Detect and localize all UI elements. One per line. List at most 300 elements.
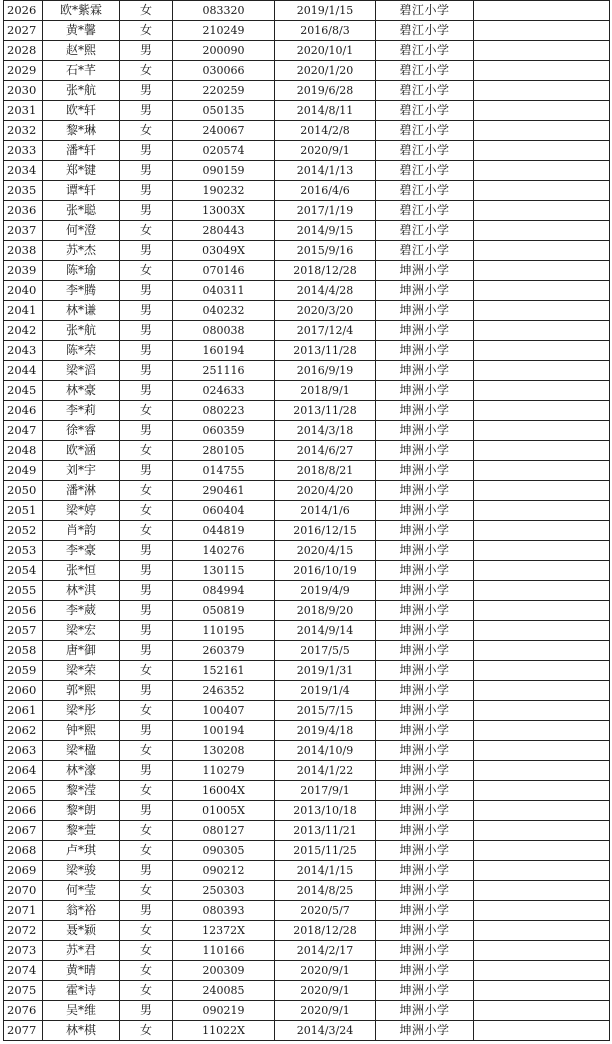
row-number-cell: 2044 (4, 361, 43, 381)
id-suffix-cell: 160194 (173, 341, 275, 361)
row-number-cell: 2048 (4, 441, 43, 461)
table-row (4, 301, 610, 321)
school-cell: 坤洲小学 (376, 441, 474, 461)
row-number-cell: 2059 (4, 661, 43, 681)
school-cell: 碧江小学 (376, 121, 474, 141)
school-cell: 坤洲小学 (376, 281, 474, 301)
notes-cell (474, 981, 610, 1001)
name-cell: 陈*荣 (43, 341, 120, 361)
school-cell: 坤洲小学 (376, 261, 474, 281)
id-suffix-cell: 020574 (173, 141, 275, 161)
birth-date-cell: 2014/6/27 (275, 441, 376, 461)
gender-cell: 女 (120, 121, 173, 141)
name-cell: 李*豪 (43, 541, 120, 561)
id-suffix-cell: 290461 (173, 481, 275, 501)
school-cell: 碧江小学 (376, 41, 474, 61)
gender-cell: 女 (120, 841, 173, 861)
row-number-cell: 2030 (4, 81, 43, 101)
birth-date-cell: 2014/2/8 (275, 121, 376, 141)
id-suffix-cell: 090305 (173, 841, 275, 861)
notes-cell (474, 621, 610, 641)
birth-date-cell: 2014/2/17 (275, 941, 376, 961)
birth-date-cell: 2020/9/1 (275, 981, 376, 1001)
name-cell: 黎*琳 (43, 121, 120, 141)
school-cell: 坤洲小学 (376, 421, 474, 441)
notes-cell (474, 121, 610, 141)
table-row (4, 101, 610, 121)
school-cell: 坤洲小学 (376, 481, 474, 501)
id-suffix-cell: 100407 (173, 701, 275, 721)
row-number-cell: 2071 (4, 901, 43, 921)
name-cell: 赵*熙 (43, 41, 120, 61)
school-cell: 坤洲小学 (376, 401, 474, 421)
notes-cell (474, 1001, 610, 1021)
id-suffix-cell: 110195 (173, 621, 275, 641)
table-row (4, 361, 610, 381)
table-row (4, 961, 610, 981)
gender-cell: 男 (120, 581, 173, 601)
table-row (4, 941, 610, 961)
gender-cell: 男 (120, 721, 173, 741)
birth-date-cell: 2016/9/19 (275, 361, 376, 381)
name-cell: 郭*熙 (43, 681, 120, 701)
row-number-cell: 2043 (4, 341, 43, 361)
id-suffix-cell: 070146 (173, 261, 275, 281)
row-number-cell: 2077 (4, 1021, 43, 1041)
name-cell: 张*航 (43, 81, 120, 101)
gender-cell: 男 (120, 301, 173, 321)
birth-date-cell: 2013/10/18 (275, 801, 376, 821)
school-cell: 坤洲小学 (376, 461, 474, 481)
birth-date-cell: 2014/3/24 (275, 1021, 376, 1041)
gender-cell: 女 (120, 501, 173, 521)
id-suffix-cell: 044819 (173, 521, 275, 541)
gender-cell: 女 (120, 1, 173, 21)
id-suffix-cell: 280443 (173, 221, 275, 241)
id-suffix-cell: 030066 (173, 61, 275, 81)
id-suffix-cell: 130208 (173, 741, 275, 761)
name-cell: 黄*馨 (43, 21, 120, 41)
name-cell: 黄*晴 (43, 961, 120, 981)
name-cell: 何*莹 (43, 881, 120, 901)
name-cell: 苏*君 (43, 941, 120, 961)
table-row (4, 681, 610, 701)
row-number-cell: 2064 (4, 761, 43, 781)
name-cell: 翁*裕 (43, 901, 120, 921)
id-suffix-cell: 16004X (173, 781, 275, 801)
name-cell: 林*棋 (43, 1021, 120, 1041)
row-number-cell: 2066 (4, 801, 43, 821)
row-number-cell: 2034 (4, 161, 43, 181)
school-cell: 坤洲小学 (376, 1001, 474, 1021)
notes-cell (474, 341, 610, 361)
school-cell: 碧江小学 (376, 81, 474, 101)
name-cell: 苏*杰 (43, 241, 120, 261)
school-cell: 坤洲小学 (376, 381, 474, 401)
name-cell: 李*腾 (43, 281, 120, 301)
birth-date-cell: 2014/9/15 (275, 221, 376, 241)
gender-cell: 男 (120, 641, 173, 661)
row-number-cell: 2063 (4, 741, 43, 761)
birth-date-cell: 2020/4/15 (275, 541, 376, 561)
notes-cell (474, 881, 610, 901)
school-cell: 坤洲小学 (376, 601, 474, 621)
birth-date-cell: 2015/7/15 (275, 701, 376, 721)
name-cell: 潘*淋 (43, 481, 120, 501)
birth-date-cell: 2020/9/1 (275, 1001, 376, 1021)
birth-date-cell: 2016/8/3 (275, 21, 376, 41)
notes-cell (474, 481, 610, 501)
row-number-cell: 2041 (4, 301, 43, 321)
table-row (4, 281, 610, 301)
table-row (4, 881, 610, 901)
school-cell: 坤洲小学 (376, 741, 474, 761)
table-row (4, 1001, 610, 1021)
gender-cell: 男 (120, 461, 173, 481)
school-cell: 坤洲小学 (376, 921, 474, 941)
id-suffix-cell: 024633 (173, 381, 275, 401)
name-cell: 梁*滔 (43, 361, 120, 381)
notes-cell (474, 921, 610, 941)
table-row (4, 581, 610, 601)
gender-cell: 男 (120, 541, 173, 561)
table-row (4, 741, 610, 761)
name-cell: 唐*御 (43, 641, 120, 661)
birth-date-cell: 2014/8/11 (275, 101, 376, 121)
name-cell: 张*恒 (43, 561, 120, 581)
school-cell: 坤洲小学 (376, 341, 474, 361)
id-suffix-cell: 250303 (173, 881, 275, 901)
name-cell: 霍*诗 (43, 981, 120, 1001)
name-cell: 卢*琪 (43, 841, 120, 861)
row-number-cell: 2035 (4, 181, 43, 201)
birth-date-cell: 2019/4/18 (275, 721, 376, 741)
school-cell: 坤洲小学 (376, 681, 474, 701)
gender-cell: 男 (120, 621, 173, 641)
birth-date-cell: 2019/1/31 (275, 661, 376, 681)
notes-cell (474, 821, 610, 841)
gender-cell: 女 (120, 981, 173, 1001)
table-row (4, 761, 610, 781)
name-cell: 梁*宏 (43, 621, 120, 641)
id-suffix-cell: 080127 (173, 821, 275, 841)
birth-date-cell: 2015/9/16 (275, 241, 376, 261)
table-row (4, 421, 610, 441)
id-suffix-cell: 110279 (173, 761, 275, 781)
gender-cell: 男 (120, 281, 173, 301)
notes-cell (474, 661, 610, 681)
birth-date-cell: 2014/1/13 (275, 161, 376, 181)
birth-date-cell: 2014/1/15 (275, 861, 376, 881)
id-suffix-cell: 014755 (173, 461, 275, 481)
notes-cell (474, 401, 610, 421)
id-suffix-cell: 200309 (173, 961, 275, 981)
gender-cell: 女 (120, 401, 173, 421)
gender-cell: 女 (120, 481, 173, 501)
id-suffix-cell: 080393 (173, 901, 275, 921)
gender-cell: 男 (120, 161, 173, 181)
school-cell: 坤洲小学 (376, 901, 474, 921)
birth-date-cell: 2014/3/18 (275, 421, 376, 441)
notes-cell (474, 81, 610, 101)
gender-cell: 女 (120, 821, 173, 841)
school-cell: 坤洲小学 (376, 821, 474, 841)
notes-cell (474, 461, 610, 481)
birth-date-cell: 2014/1/6 (275, 501, 376, 521)
notes-cell (474, 561, 610, 581)
notes-cell (474, 601, 610, 621)
gender-cell: 女 (120, 61, 173, 81)
table-row (4, 781, 610, 801)
name-cell: 梁*荣 (43, 661, 120, 681)
gender-cell: 女 (120, 221, 173, 241)
school-cell: 碧江小学 (376, 181, 474, 201)
id-suffix-cell: 240067 (173, 121, 275, 141)
gender-cell: 男 (120, 341, 173, 361)
birth-date-cell: 2019/4/9 (275, 581, 376, 601)
birth-date-cell: 2014/1/22 (275, 761, 376, 781)
school-cell: 坤洲小学 (376, 561, 474, 581)
id-suffix-cell: 280105 (173, 441, 275, 461)
row-number-cell: 2068 (4, 841, 43, 861)
gender-cell: 女 (120, 881, 173, 901)
row-number-cell: 2040 (4, 281, 43, 301)
school-cell: 坤洲小学 (376, 941, 474, 961)
row-number-cell: 2051 (4, 501, 43, 521)
name-cell: 梁*楹 (43, 741, 120, 761)
school-cell: 坤洲小学 (376, 701, 474, 721)
school-cell: 坤洲小学 (376, 761, 474, 781)
table-row (4, 501, 610, 521)
school-cell: 坤洲小学 (376, 541, 474, 561)
row-number-cell: 2076 (4, 1001, 43, 1021)
name-cell: 林*谦 (43, 301, 120, 321)
id-suffix-cell: 040311 (173, 281, 275, 301)
id-suffix-cell: 100194 (173, 721, 275, 741)
gender-cell: 男 (120, 141, 173, 161)
notes-cell (474, 1, 610, 21)
birth-date-cell: 2020/9/1 (275, 961, 376, 981)
school-cell: 碧江小学 (376, 161, 474, 181)
school-cell: 碧江小学 (376, 141, 474, 161)
row-number-cell: 2058 (4, 641, 43, 661)
school-cell: 碧江小学 (376, 241, 474, 261)
table-row (4, 921, 610, 941)
id-suffix-cell: 260379 (173, 641, 275, 661)
row-number-cell: 2060 (4, 681, 43, 701)
row-number-cell: 2038 (4, 241, 43, 261)
row-number-cell: 2057 (4, 621, 43, 641)
table-row (4, 221, 610, 241)
gender-cell: 男 (120, 41, 173, 61)
name-cell: 陈*瑜 (43, 261, 120, 281)
name-cell: 梁*骏 (43, 861, 120, 881)
school-cell: 坤洲小学 (376, 861, 474, 881)
birth-date-cell: 2013/11/28 (275, 401, 376, 421)
gender-cell: 女 (120, 661, 173, 681)
gender-cell: 男 (120, 81, 173, 101)
table-row (4, 541, 610, 561)
birth-date-cell: 2017/1/19 (275, 201, 376, 221)
birth-date-cell: 2020/3/20 (275, 301, 376, 321)
name-cell: 李*莉 (43, 401, 120, 421)
notes-cell (474, 21, 610, 41)
id-suffix-cell: 220259 (173, 81, 275, 101)
id-suffix-cell: 03049X (173, 241, 275, 261)
school-cell: 碧江小学 (376, 21, 474, 41)
gender-cell: 男 (120, 361, 173, 381)
notes-cell (474, 721, 610, 741)
name-cell: 林*淇 (43, 581, 120, 601)
school-cell: 坤洲小学 (376, 961, 474, 981)
table-row (4, 441, 610, 461)
gender-cell: 女 (120, 441, 173, 461)
name-cell: 黎*滢 (43, 781, 120, 801)
birth-date-cell: 2016/12/15 (275, 521, 376, 541)
notes-cell (474, 581, 610, 601)
table-row (4, 401, 610, 421)
notes-cell (474, 521, 610, 541)
row-number-cell: 2056 (4, 601, 43, 621)
birth-date-cell: 2014/10/9 (275, 741, 376, 761)
birth-date-cell: 2020/5/7 (275, 901, 376, 921)
row-number-cell: 2075 (4, 981, 43, 1001)
notes-cell (474, 541, 610, 561)
row-number-cell: 2073 (4, 941, 43, 961)
name-cell: 林*豪 (43, 381, 120, 401)
row-number-cell: 2055 (4, 581, 43, 601)
birth-date-cell: 2018/9/1 (275, 381, 376, 401)
table-row (4, 801, 610, 821)
gender-cell: 男 (120, 901, 173, 921)
row-number-cell: 2027 (4, 21, 43, 41)
school-cell: 坤洲小学 (376, 501, 474, 521)
row-number-cell: 2031 (4, 101, 43, 121)
birth-date-cell: 2019/1/4 (275, 681, 376, 701)
id-suffix-cell: 090219 (173, 1001, 275, 1021)
gender-cell: 男 (120, 761, 173, 781)
name-cell: 梁*婷 (43, 501, 120, 521)
table-row (4, 481, 610, 501)
table-row (4, 841, 610, 861)
notes-cell (474, 221, 610, 241)
name-cell: 石*芊 (43, 61, 120, 81)
table-row (4, 621, 610, 641)
school-cell: 碧江小学 (376, 61, 474, 81)
school-cell: 坤洲小学 (376, 801, 474, 821)
name-cell: 聂*颖 (43, 921, 120, 941)
id-suffix-cell: 200090 (173, 41, 275, 61)
birth-date-cell: 2019/6/28 (275, 81, 376, 101)
gender-cell: 女 (120, 741, 173, 761)
name-cell: 谭*轩 (43, 181, 120, 201)
table-row (4, 341, 610, 361)
table-row (4, 321, 610, 341)
row-number-cell: 2029 (4, 61, 43, 81)
school-cell: 碧江小学 (376, 101, 474, 121)
id-suffix-cell: 050135 (173, 101, 275, 121)
id-suffix-cell: 090159 (173, 161, 275, 181)
gender-cell: 男 (120, 381, 173, 401)
table-row (4, 701, 610, 721)
birth-date-cell: 2015/11/25 (275, 841, 376, 861)
name-cell: 潘*轩 (43, 141, 120, 161)
name-cell: 欧*紫霖 (43, 1, 120, 21)
birth-date-cell: 2014/9/14 (275, 621, 376, 641)
notes-cell (474, 381, 610, 401)
id-suffix-cell: 13003X (173, 201, 275, 221)
school-cell: 坤洲小学 (376, 361, 474, 381)
notes-cell (474, 841, 610, 861)
row-number-cell: 2033 (4, 141, 43, 161)
name-cell: 徐*睿 (43, 421, 120, 441)
gender-cell: 女 (120, 961, 173, 981)
notes-cell (474, 41, 610, 61)
id-suffix-cell: 240085 (173, 981, 275, 1001)
gender-cell: 女 (120, 521, 173, 541)
school-cell: 坤洲小学 (376, 881, 474, 901)
name-cell: 欧*轩 (43, 101, 120, 121)
row-number-cell: 2046 (4, 401, 43, 421)
name-cell: 钟*熙 (43, 721, 120, 741)
notes-cell (474, 261, 610, 281)
notes-cell (474, 1021, 610, 1041)
gender-cell: 男 (120, 101, 173, 121)
table-row (4, 1, 610, 21)
gender-cell: 男 (120, 241, 173, 261)
table-row (4, 521, 610, 541)
birth-date-cell: 2017/9/1 (275, 781, 376, 801)
row-number-cell: 2054 (4, 561, 43, 581)
notes-cell (474, 101, 610, 121)
school-cell: 坤洲小学 (376, 781, 474, 801)
notes-cell (474, 801, 610, 821)
birth-date-cell: 2020/1/20 (275, 61, 376, 81)
id-suffix-cell: 246352 (173, 681, 275, 701)
gender-cell: 男 (120, 321, 173, 341)
birth-date-cell: 2020/9/1 (275, 141, 376, 161)
row-number-cell: 2062 (4, 721, 43, 741)
id-suffix-cell: 060359 (173, 421, 275, 441)
table-row (4, 201, 610, 221)
table-row (4, 901, 610, 921)
notes-cell (474, 361, 610, 381)
birth-date-cell: 2020/4/20 (275, 481, 376, 501)
row-number-cell: 2070 (4, 881, 43, 901)
school-cell: 坤洲小学 (376, 721, 474, 741)
school-cell: 坤洲小学 (376, 301, 474, 321)
row-number-cell: 2049 (4, 461, 43, 481)
gender-cell: 男 (120, 1001, 173, 1021)
birth-date-cell: 2014/4/28 (275, 281, 376, 301)
row-number-cell: 2061 (4, 701, 43, 721)
notes-cell (474, 61, 610, 81)
birth-date-cell: 2018/9/20 (275, 601, 376, 621)
table-row (4, 561, 610, 581)
gender-cell: 男 (120, 201, 173, 221)
notes-cell (474, 321, 610, 341)
name-cell: 李*葳 (43, 601, 120, 621)
table-row (4, 81, 610, 101)
row-number-cell: 2028 (4, 41, 43, 61)
id-suffix-cell: 083320 (173, 1, 275, 21)
notes-cell (474, 141, 610, 161)
notes-cell (474, 241, 610, 261)
row-number-cell: 2072 (4, 921, 43, 941)
school-cell: 碧江小学 (376, 221, 474, 241)
notes-cell (474, 641, 610, 661)
birth-date-cell: 2016/4/6 (275, 181, 376, 201)
